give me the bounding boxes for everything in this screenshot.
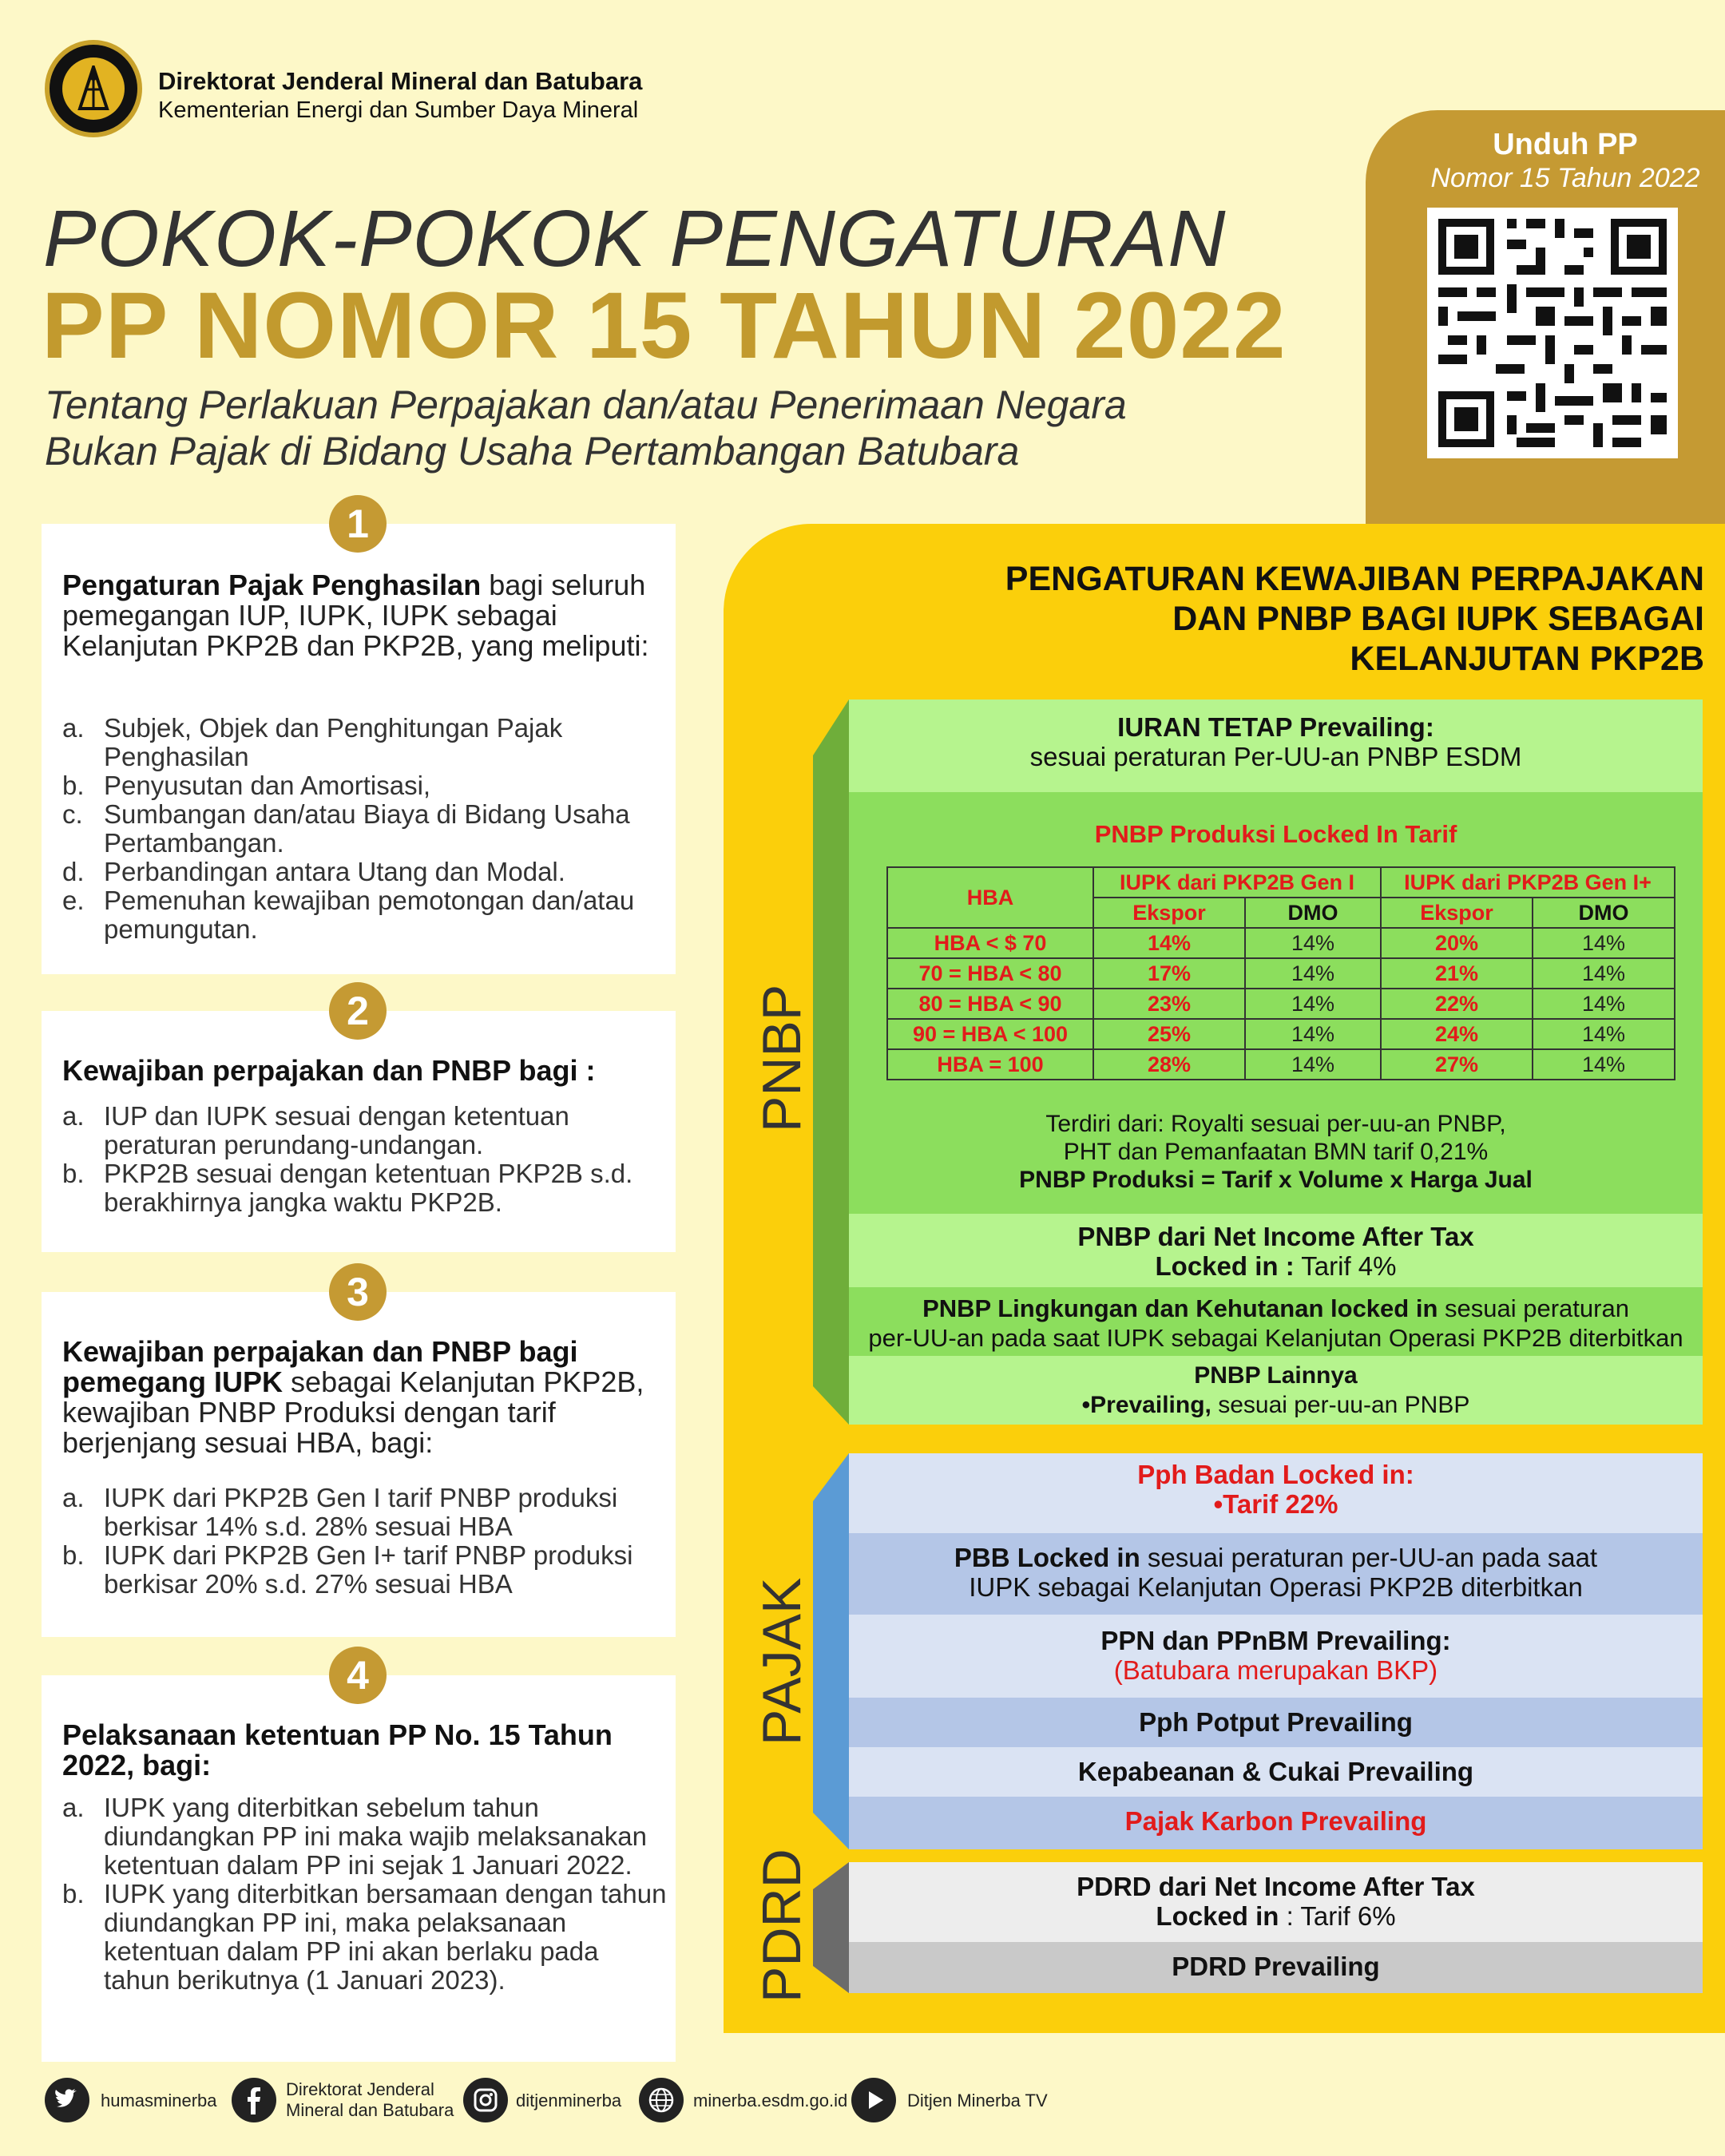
table-cell: 14% [1245,928,1381,958]
table-header-dmo: DMO [1245,898,1381,928]
right-title-line1: PENGATURAN KEWAJIBAN PERPAJAKAN [1005,560,1704,598]
pdrd-net-title: PDRD dari Net Income After Tax [1077,1872,1475,1901]
net-income-title: PNBP dari Net Income After Tax [1077,1222,1474,1251]
qr-code[interactable] [1427,208,1678,458]
ppn-subtitle: (Batubara merupakan BKP) [1113,1655,1438,1685]
esdm-logo [45,40,142,137]
table-cell: 21% [1381,958,1533,989]
web-icon[interactable] [639,2078,684,2122]
table-row [887,1019,1675,1049]
twitter-handle[interactable]: humasminerba [101,2091,217,2110]
table-cell: 27% [1381,1049,1533,1080]
pajak-label: PAJAK [751,1577,812,1746]
section-1-heading: Pengaturan Pajak Penghasilan bagi seluruh pemegangan IUP, IUPK, IUPK sebagai Kelanjutan PKP2B dan PKP2B, yang meliputi: [62,569,649,662]
lingkungan-rest1: sesuai peraturan [1438,1294,1629,1322]
list-item: b. IUPK dari PKP2B Gen I+ tarif PNBP produksi berkisar 20% s.d. 27% sesuai HBA [62,1540,633,1599]
pdrd-label: PDRD [751,1849,812,2003]
list-item: b. IUPK yang diterbitkan bersamaan dengan tahun diundangkan PP ini, maka pelaksanaan ketentuan dalam PP ini akan berlaku pada tahun berikutnya (1 Januari 2023). [62,1879,667,1995]
section-number-1: 1 [329,495,387,553]
list-item: d. Perbandingan antara Utang dan Modal. [62,857,565,886]
table-cell: HBA = 100 [887,1049,1093,1080]
pajak-karbon-row: Pajak Karbon Prevailing [849,1797,1703,1849]
youtube-channel[interactable]: Ditjen Minerba TV [907,2091,1048,2110]
right-panel-title [878,559,1704,679]
table-cell: 90 = HBA < 100 [887,1019,1093,1049]
net-income-rate: Tarif 4% [1294,1251,1397,1281]
table-header-ekspor: Ekspor [1093,898,1245,928]
net-income-locked: Locked in : [1155,1251,1295,1281]
pnbp-side-bar [813,700,853,1425]
facebook-name[interactable] [286,2079,454,2121]
section-3-heading: Kewajiban perpajakan dan PNBP bagi pemegang IUPK sebagai Kelanjutan PKP2B, kewajiban PNBP Produksi dengan tarif berjenjang sesuai HBA, bagi: [62,1335,644,1459]
pdrd-side-bar [813,1862,853,1993]
list-item: b. Penyusutan dan Amortisasi, [62,771,431,800]
section-2-heading: Kewajiban perpajakan dan PNBP bagi : [62,1054,596,1087]
pbb-rest2: IUPK sebagai Kelanjutan Operasi PKP2B diterbitkan [969,1572,1583,1602]
table-row [887,989,1675,1019]
pph-badan-title: Pph Badan Locked in: [1137,1460,1414,1489]
list-item: c. Sumbangan dan/atau Biaya di Bidang Usaha Pertambangan. [62,799,630,858]
list-item: a. Subjek, Objek dan Penghitungan Pajak Penghasilan [62,713,563,771]
table-cell: 23% [1093,989,1245,1019]
table-cell: 14% [1245,1049,1381,1080]
list-item: a. IUP dan IUPK sesuai dengan ketentuan peraturan perundang-undangan. [62,1101,569,1159]
kepabeanan-row: Kepabeanan & Cukai Prevailing [849,1747,1703,1797]
table-cell: 14% [1533,989,1675,1019]
table-cell: 14% [1245,958,1381,989]
table-cell: 70 = HBA < 80 [887,958,1093,989]
instagram-icon[interactable] [463,2078,508,2122]
pdrd-net-rate: : Tarif 6% [1286,1901,1396,1931]
table-header-hba: HBA [887,867,1093,928]
pajak-side-bar [813,1453,853,1849]
list-item: a. IUPK dari PKP2B Gen I tarif PNBP produksi berkisar 14% s.d. 28% sesuai HBA [62,1483,618,1541]
table-cell: 14% [1533,928,1675,958]
table-header-gen1plus: IUPK dari PKP2B Gen I+ [1381,867,1675,898]
table-cell: 14% [1245,989,1381,1019]
table-cell: 17% [1093,958,1245,989]
lainnya-title: PNBP Lainnya [1194,1362,1358,1389]
produksi-formula: PNBP Produksi = Tarif x Volume x Harga Jual [1019,1167,1533,1193]
table-cell: 14% [1533,1019,1675,1049]
pbb-rest1: sesuai peraturan per-UU-an pada saat [1140,1543,1598,1572]
qr-subtitle: Nomor 15 Tahun 2022 [1430,163,1700,193]
terdiri-line1: Terdiri dari: Royalti sesuai per-uu-an PNBP, [1045,1111,1506,1137]
list-item: b. PKP2B sesuai dengan ketentuan PKP2B s.d. berakhirnya jangka waktu PKP2B. [62,1159,633,1217]
pph-badan-rate: •Tarif 22% [1213,1489,1338,1519]
section-card-3 [42,1292,676,1637]
iuran-tetap-row [849,700,1703,792]
website-url[interactable]: minerba.esdm.go.id [693,2091,848,2110]
section-number-3: 3 [329,1263,387,1321]
right-title-line2: DAN PNBP BAGI IUPK SEBAGAI [1172,600,1704,638]
subtitle-line2: Bukan Pajak di Bidang Usaha Pertambangan Batubara [45,429,1020,474]
lainnya-bold: •Prevailing, [1081,1392,1211,1418]
right-title-line3: KELANJUTAN PKP2B [1350,640,1704,678]
pnbp-net-income-row [849,1214,1703,1287]
table-cell: 28% [1093,1049,1245,1080]
youtube-icon[interactable] [851,2078,896,2122]
table-header-ekspor: Ekspor [1381,898,1533,928]
pbb-row [849,1533,1703,1615]
section-4-list [62,1793,669,1995]
page-title-line2: PP NOMOR 15 TAHUN 2022 [42,273,1287,378]
table-cell: 14% [1093,928,1245,958]
twitter-icon[interactable] [45,2078,89,2122]
ppn-title: PPN dan PPnBM Prevailing: [1100,1626,1451,1655]
table-header-gen1: IUPK dari PKP2B Gen I [1093,867,1381,898]
table-cell: 24% [1381,1019,1533,1049]
pdrd-net-income-row [849,1862,1703,1942]
table-cell: 80 = HBA < 90 [887,989,1093,1019]
terdiri-line2: PHT dan Pemanfaatan BMN tarif 0,21% [1063,1139,1489,1165]
section-card-1 [42,524,676,974]
produksi-notes [849,1110,1703,1194]
table-cell: 20% [1381,928,1533,958]
list-item: e. Pemenuhan kewajiban pemotongan dan/atau pemungutan. [62,886,635,944]
table-row [887,928,1675,958]
ppn-row [849,1615,1703,1698]
facebook-name-line2: Mineral dan Batubara [286,2100,454,2120]
org-name: Direktorat Jenderal Mineral dan Batubara [158,67,643,95]
section-number-4: 4 [329,1647,387,1704]
ministry-name: Kementerian Energi dan Sumber Daya Mineral [158,97,639,123]
subtitle-line1: Tentang Perlakuan Perpajakan dan/atau Penerimaan Negara [45,382,1127,427]
table-cell: 14% [1245,1019,1381,1049]
pnbp-lainnya-row [849,1356,1703,1425]
facebook-icon[interactable] [232,2078,276,2122]
pnbp-tariff-table [886,866,1675,1080]
section-4-heading: Pelaksanaan ketentuan PP No. 15 Tahun 2022, bagi: [62,1718,613,1781]
pbb-bold: PBB Locked in [954,1543,1140,1572]
table-cell: 14% [1533,1049,1675,1080]
section-card-2 [42,1011,676,1252]
facebook-name-line1: Direktorat Jenderal [286,2079,434,2099]
table-row [887,1049,1675,1080]
section-3-list [62,1484,669,1599]
pph-badan-row [849,1453,1703,1533]
pdrd-prevailing-row: PDRD Prevailing [849,1942,1703,1993]
pnbp-label: PNBP [751,984,812,1132]
produksi-title: PNBP Produksi Locked In Tarif [1094,820,1457,848]
pdrd-net-locked: Locked in [1156,1901,1287,1931]
page-subtitle [45,382,1370,474]
table-cell: HBA < $ 70 [887,928,1093,958]
section-number-2: 2 [329,982,387,1040]
page-title-line1: POKOK-POKOK PENGATURAN [43,194,1227,283]
qr-title: Unduh PP [1493,128,1638,161]
iuran-title: IURAN TETAP Prevailing: [1117,712,1434,742]
lingkungan-rest2: per-UU-an pada saat IUPK sebagai Kelanjutan Operasi PKP2B diterbitkan [868,1324,1683,1352]
lingkungan-bold: PNBP Lingkungan dan Kehutanan locked in [922,1294,1438,1322]
table-cell: 14% [1533,958,1675,989]
table-cell: 25% [1093,1019,1245,1049]
pph-potput-row: Pph Potput Prevailing [849,1698,1703,1747]
table-row [887,958,1675,989]
table-cell: 22% [1381,989,1533,1019]
iuran-text: sesuai peraturan Per-UU-an PNBP ESDM [1029,742,1522,771]
section-1-list [62,714,669,944]
section-2-list [62,1102,669,1217]
table-header-dmo: DMO [1533,898,1675,928]
pnbp-lingkungan-row [849,1287,1703,1356]
section-card-4 [42,1675,676,2062]
list-item: a. IUPK yang diterbitkan sebelum tahun diundangkan PP ini maka wajib melaksanakan ketentuan dalam PP ini sejak 1 Januari 2022. [62,1793,647,1880]
lainnya-rest: sesuai per-uu-an PNBP [1211,1392,1470,1418]
instagram-handle[interactable]: ditjenminerba [516,2091,622,2110]
